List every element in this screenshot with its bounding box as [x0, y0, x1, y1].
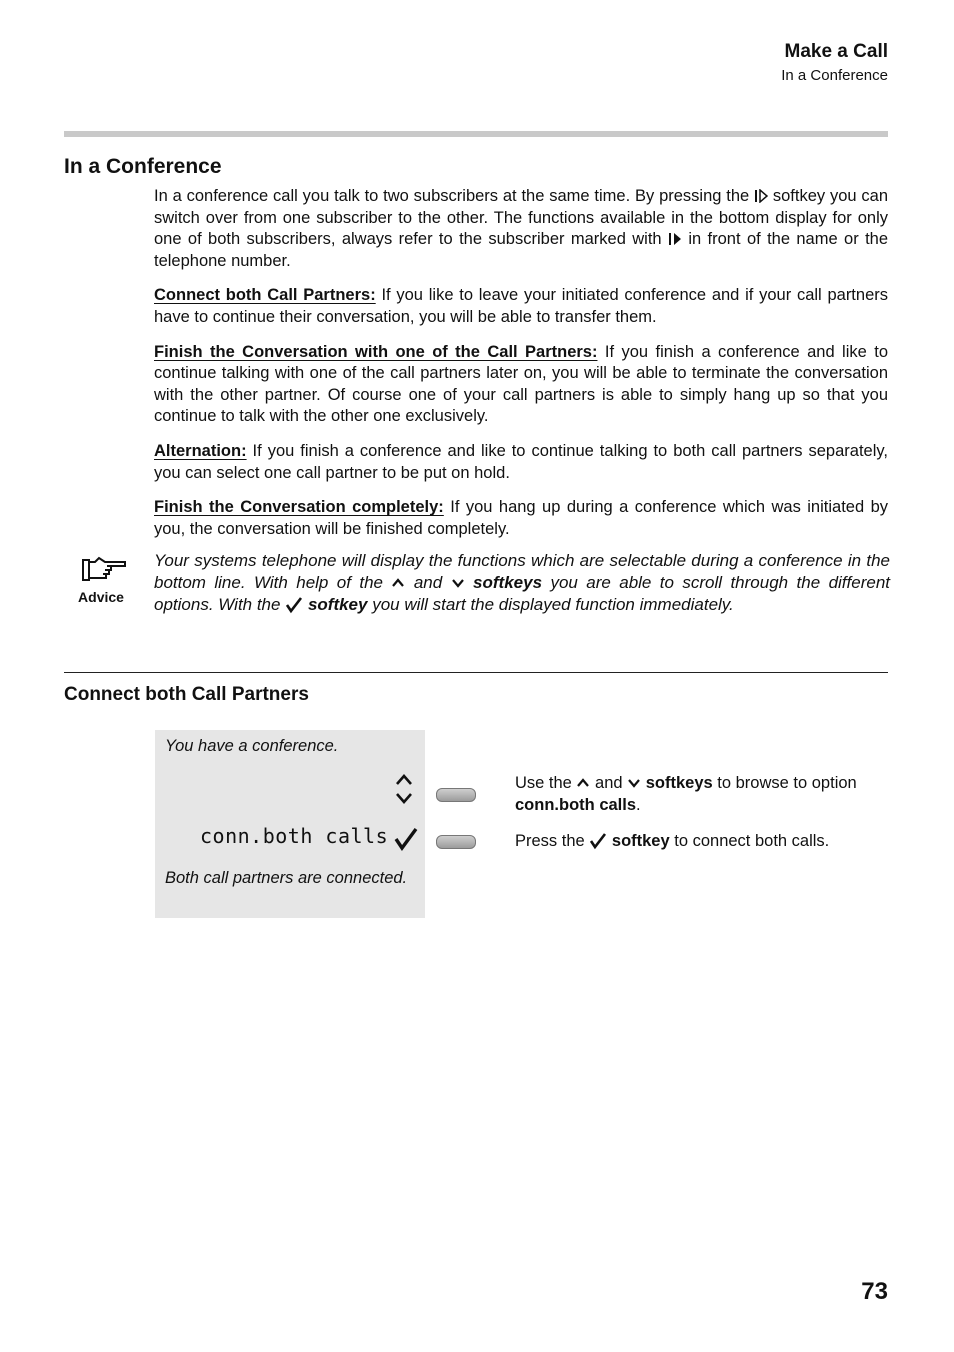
- paragraph-text: If you hang up during a conference which was initiated by you, the conversation will be finished completely.: [154, 498, 889, 538]
- body-text: [154, 186, 888, 553]
- page-heading: In a Conference: [64, 155, 222, 178]
- up-arrow-icon: [576, 776, 590, 790]
- advice-text: [154, 550, 890, 615]
- paragraph-text: If you finish a conference and like to continue talking to both call partners separately, you can select one call partner to be put on hold.: [154, 441, 888, 482]
- up-arrow-icon: [391, 576, 405, 590]
- display-option: conn.both calls: [200, 824, 389, 848]
- down-arrow-icon: [451, 576, 465, 590]
- header-divider: [64, 131, 888, 137]
- check-icon: [589, 832, 607, 850]
- step-softkeys: softkeys: [645, 774, 713, 792]
- step-text: to browse to option: [712, 774, 857, 792]
- advice-text-6: you will start the displayed function immediately.: [367, 594, 734, 614]
- paragraph-text: If you finish a conference and like to continue talking with one of the call partners later on, you will be able to terminate the conversation with the other partner. Of course one of your call partners is able to simply hang up so that you continue to talk with the other one exclusively.: [154, 342, 888, 426]
- check-icon: [285, 596, 303, 614]
- down-arrow-icon: [627, 776, 641, 790]
- marked-subscriber-icon: [668, 232, 682, 246]
- header-section: Make a Call: [784, 41, 888, 62]
- page-number: 73: [861, 1278, 888, 1305]
- header-subsection: In a Conference: [781, 67, 888, 84]
- intro-text-3: in front of the name or the telephone number.: [154, 230, 889, 270]
- section-heading: Connect both Call Partners: [64, 684, 309, 705]
- intro-text-2: softkey you can switch over from one subscriber to the other. The functions available in the bottom display for only one of both subscribers, always refer to the subscriber marked with: [154, 187, 888, 249]
- term-finish-completely: Finish the Conversation completely:: [154, 498, 444, 517]
- paragraph-alternation: [154, 441, 888, 484]
- intro-text-1: In a conference call you talk to two subscribers at the same time. By pressing the: [154, 187, 755, 205]
- advice-text-2: and: [405, 572, 451, 592]
- check-icon: [393, 826, 419, 852]
- scroll-arrows-icon: [394, 772, 414, 806]
- advice-softkeys: softkeys: [473, 572, 543, 592]
- step-browse: [515, 773, 890, 816]
- intro-paragraph: [154, 186, 888, 272]
- pointing-hand-icon: [75, 556, 127, 584]
- paragraph-connect: [154, 285, 888, 328]
- term-alternation: Alternation:: [154, 441, 247, 460]
- step-confirm: [515, 831, 890, 853]
- paragraph-finish-completely: [154, 497, 888, 540]
- advice-text-1: Your systems telephone will display the functions which are selectable during a conference in the bottom line. With help of the: [154, 551, 890, 592]
- paragraph-finish-one: [154, 342, 888, 428]
- paragraph-text: If you like to leave your initiated conference and if your call partners have to continue their conversation, you will be able to transfer them.: [154, 286, 888, 326]
- section-divider: [64, 672, 888, 673]
- advice-label: Advice: [78, 589, 124, 605]
- panel-result: Both call partners are connected.: [165, 869, 408, 887]
- step-option: conn.both calls: [515, 795, 637, 814]
- advice-text-4: you are able to scroll through the different options. With the: [154, 572, 890, 614]
- panel-situation: You have a conference.: [165, 737, 339, 755]
- switch-softkey-icon: [754, 189, 768, 203]
- softkey-button-icon[interactable]: [436, 788, 476, 802]
- display-panel: [155, 730, 425, 918]
- step-softkey: softkey: [611, 832, 670, 850]
- step-text: to connect both calls.: [669, 832, 830, 850]
- step-text: Use the: [515, 774, 577, 792]
- step-text: Press the: [515, 832, 590, 850]
- step-text: .: [636, 795, 641, 814]
- advice-softkey: softkey: [307, 594, 368, 614]
- term-finish-one: Finish the Conversation with one of the Call Partners:: [154, 342, 598, 361]
- advice-badge: [70, 556, 132, 605]
- softkey-button-icon[interactable]: [436, 835, 476, 849]
- step-text: and: [590, 774, 628, 792]
- term-connect: Connect both Call Partners:: [154, 286, 376, 305]
